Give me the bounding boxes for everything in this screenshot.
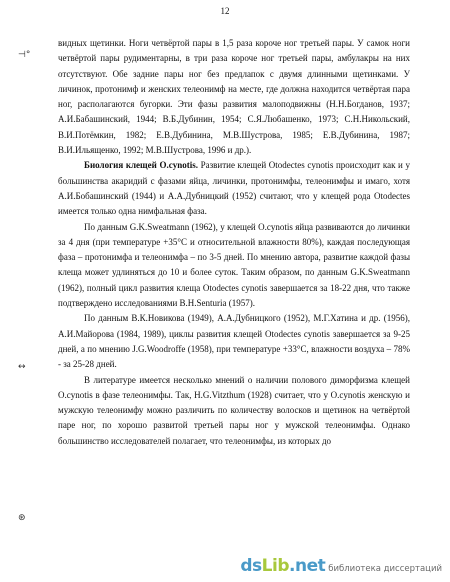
paragraph-5 xyxy=(58,373,410,449)
paragraph-4 xyxy=(58,311,410,372)
margin-mark-3: ⊛ xyxy=(18,513,26,523)
paragraph-5-text: В литературе имеется несколько мнений о наличии полового диморфизма клещей O.cynotis в фазе телеонимфы. Так, H.G.Vitzthum (1928) считает, что у O.cynotis женскую и мужскую телеонимфу можно различить по количеству волосков и щетинок на четвёртой паре ног, по хорошо развитой третьей пары ног у мужской телеонимфы. Однако большинство исследователей полагает, что телеонимфы, из которых до xyxy=(58,374,410,446)
paragraph-1 xyxy=(58,36,410,158)
watermark-logo-lib: Lib xyxy=(261,556,290,576)
watermark xyxy=(240,556,442,576)
paragraph-3 xyxy=(58,220,410,312)
body-text xyxy=(58,36,410,449)
section-title: Биология клещей O.cynotis. xyxy=(84,160,198,171)
paragraph-1-text: видных щетинки. Ноги четвёртой пары в 1,5 раза короче ног третьей пары. У самок ноги четвёртой пары рудиментарны, в три раза короче ног третьей пары, амбулакры на них отсутствуют. Обе задние пары ног без предлапок с двумя длинными щетинками. У личинок, протонимф и женских телеонимф на месте, где должна находится четвёртая пара ног, располагаются бугорки. Эти фазы развития малоподвижны (Н.Н.Богданов, 1937; А.И.Бабашинский, 1944; В.Б.Дубинин, 1954; С.Я.Любашенко, 1973; С.Н.Никольский, В.И.Потёмкин, 1982; Е.В.Дубинина, М.В.Шустрова, 1985; Е.В.Дубинина, 1987; В.И.Ильященко, 1992; М.В.Шустрова, 1996 и др.). xyxy=(58,38,410,156)
watermark-logo-net: .net xyxy=(289,556,326,576)
watermark-logo-ds: ds xyxy=(240,556,262,576)
watermark-subtitle: библиотека диссертаций xyxy=(328,564,442,574)
paragraph-2-text: Развитие клещей Otodectes cynotis происходит как и у большинства акаридий с фазами яйца, личинки, протонимфы, телеонимфы и имаго, хотя А.И.Бобашинский (1944) и А.А.Дубницкий (1952) считают, что у клещей рода Otodectes имеется только одна нимфальная фаза. xyxy=(58,160,410,217)
watermark-logo xyxy=(240,556,325,576)
margin-mark-1: ⊣° xyxy=(18,50,31,60)
page-number: 12 xyxy=(220,6,230,16)
margin-mark-2: ↔ xyxy=(18,362,26,372)
paragraph-4-text: По данным В.К.Новикова (1949), А.А.Дубницкого (1952), М.Г.Хатина и др. (1956), А.И.Майорова (1984, 1989), циклы развития клещей Otodectes cynotis завершается за 9-25 дней, а по мнению J.G.Woodroffe (1958), при температуре +33°С, влажности воздуха – 78% - за 25-28 дней. xyxy=(58,313,410,370)
paragraph-3-text: По данным G.K.Sweatmann (1962), у клещей O.cynotis яйца развиваются до личинки за 4 дня (при температуре +35°С и относительной влажности 80%), каждая последующая фаза – протонимфа и телеонимфа – по 3-5 дней. По мнению автора, развитие каждой фазы клеща может удлиняться до 10 и более суток. Таким образом, по данным G.K.Sweatmann (1962), полный цикл развития клеща Otodectes cynotis завершается за 18-22 дня, что также подтверждено исследованиями В.Н.Senturia (1957). xyxy=(58,221,410,309)
paragraph-2 xyxy=(58,158,410,219)
